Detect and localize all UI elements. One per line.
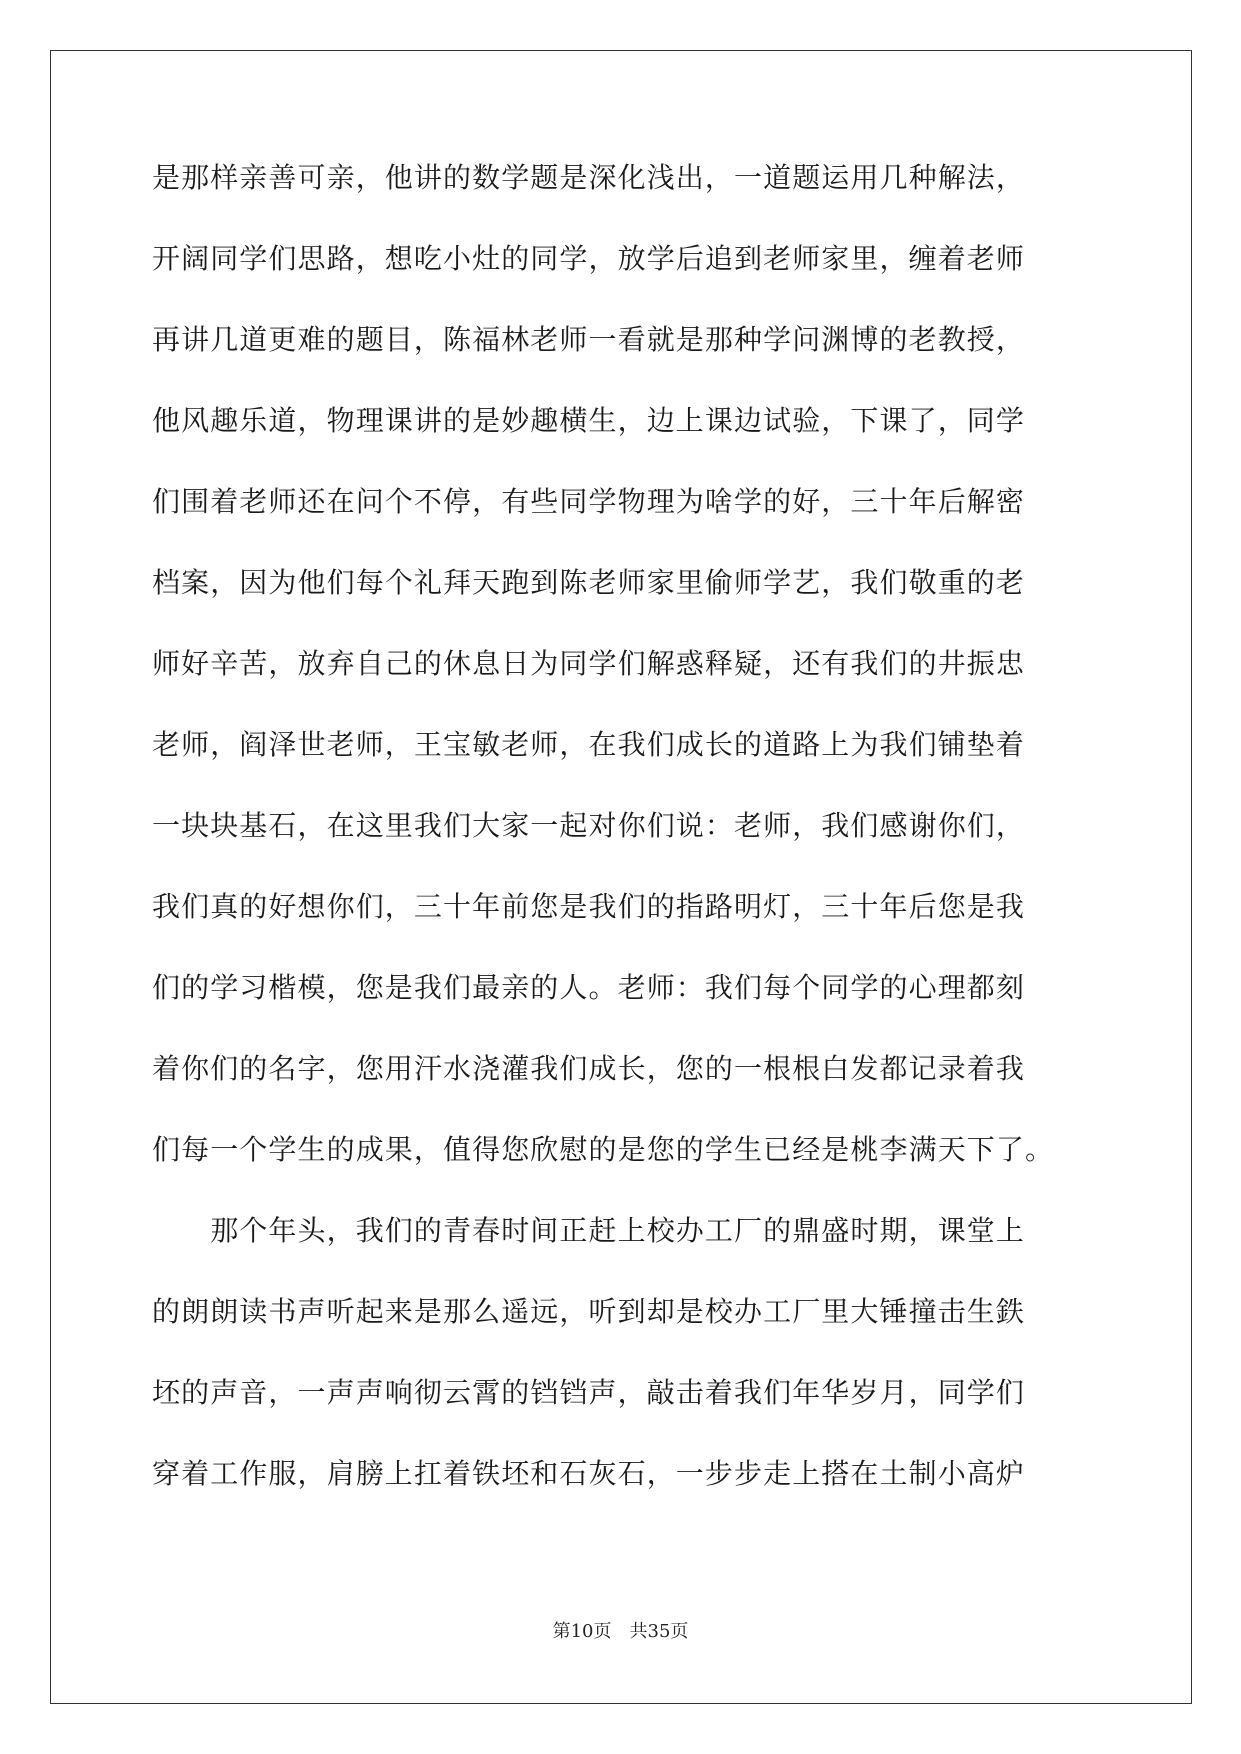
text-line: 他风趣乐道，物理课讲的是妙趣横生，边上课边试验，下课了，同学	[152, 404, 1026, 437]
text-line: 是那样亲善可亲，他讲的数学题是深化浅出，一道题运用几种解法，	[152, 161, 1026, 194]
page-number-footer: 第10页 共35页	[552, 1621, 689, 1642]
text-line: 再讲几道更难的题目，陈福林老师一看就是那种学问渊博的老教授，	[152, 323, 1026, 356]
text-line: 开阔同学们思路，想吃小灶的同学，放学后追到老师家里，缠着老师	[152, 242, 1026, 275]
text-line: 师好辛苦，放弃自己的休息日为同学们解惑释疑，还有我们的井振忠	[152, 647, 1026, 680]
document-body	[152, 160, 1102, 1537]
text-line: 坯的声音，一声声响彻云霄的铛铛声，敲击着我们年华岁月，同学们	[152, 1376, 1026, 1409]
text-line: 们围着老师还在问个不停，有些同学物理为啥学的好，三十年后解密	[152, 485, 1026, 518]
text-line: 们每一个学生的成果，值得您欣慰的是您的学生已经是桃李满天下了。	[152, 1133, 1055, 1166]
text-line: 穿着工作服，肩膀上扛着铁坯和石灰石，一步步走上搭在土制小高炉	[152, 1457, 1026, 1490]
text-line: 的朗朗读书声听起来是那么遥远，听到却是校办工厂里大锤撞击生鉄	[152, 1295, 1026, 1328]
text-line: 一块块基石，在这里我们大家一起对你们说：老师，我们感谢你们，	[152, 809, 1026, 842]
text-line: 那个年头，我们的青春时间正赶上校办工厂的鼎盛时期，课堂上	[152, 1214, 1026, 1247]
text-line: 我们真的好想你们，三十年前您是我们的指路明灯，三十年后您是我	[152, 890, 1026, 923]
text-line: 档案，因为他们每个礼拜天跑到陈老师家里偷师学艺，我们敬重的老	[152, 566, 1026, 599]
text-line: 们的学习楷模，您是我们最亲的人。老师：我们每个同学的心理都刻	[152, 971, 1026, 1004]
text-line: 老师，阎泽世老师，王宝敏老师，在我们成长的道路上为我们铺垫着	[152, 728, 1026, 761]
text-line: 着你们的名字，您用汗水浇灌我们成长，您的一根根白发都记录着我	[152, 1052, 1026, 1085]
